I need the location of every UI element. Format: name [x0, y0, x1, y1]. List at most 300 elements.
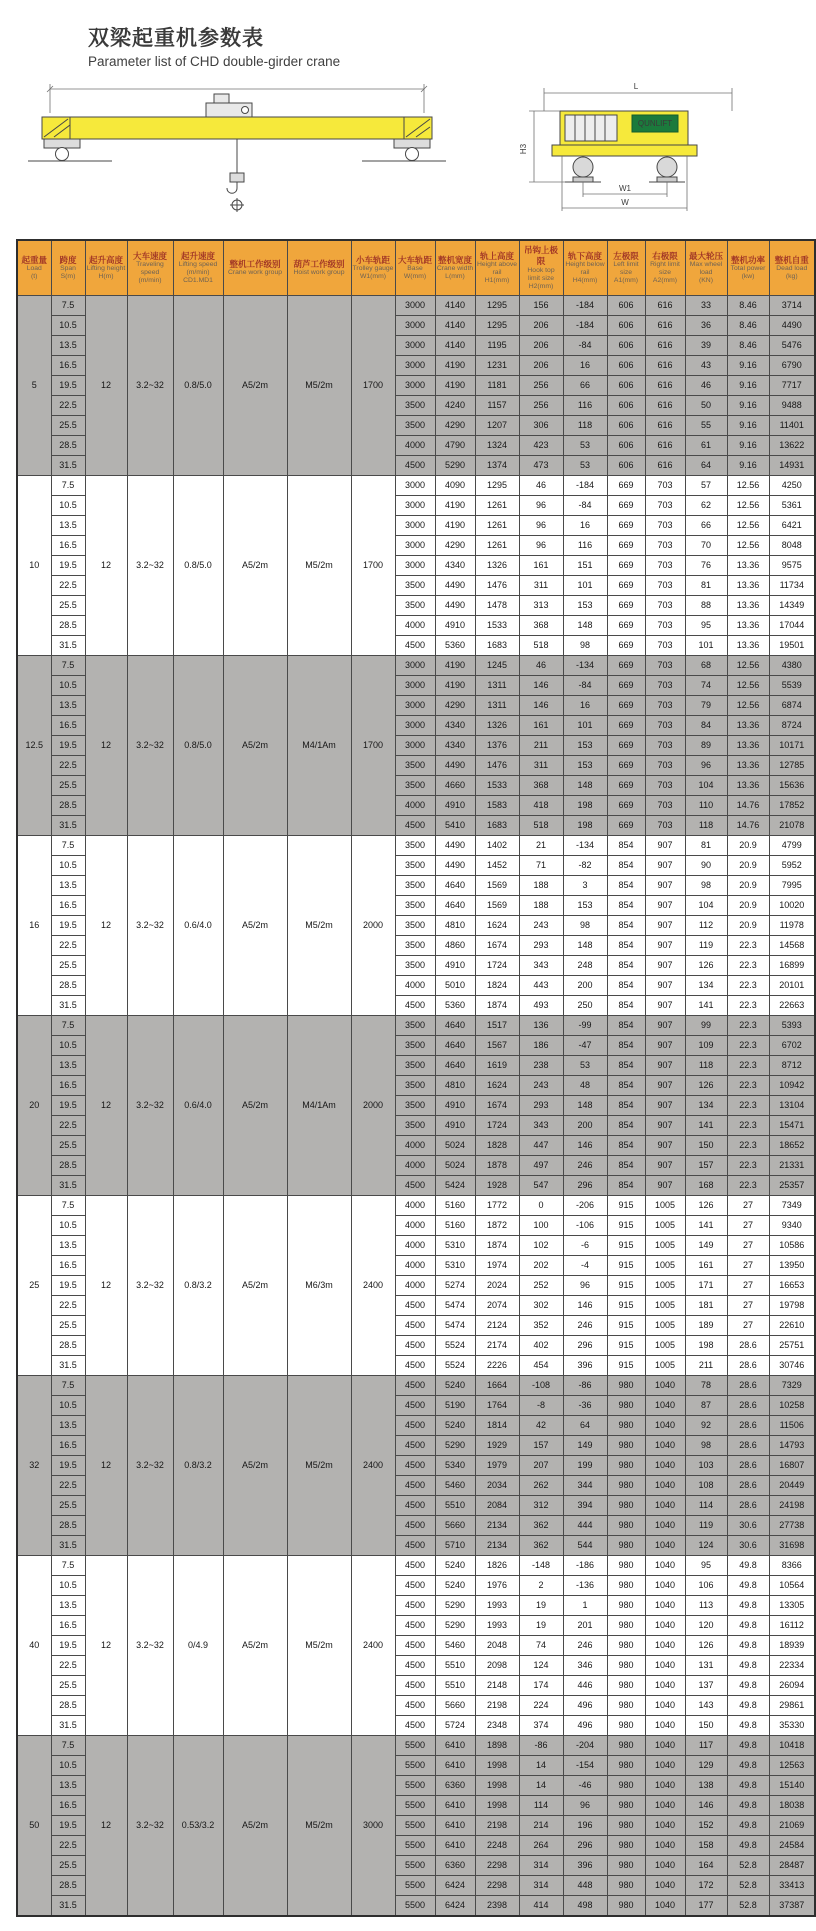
cell-traveling-speed: 3.2~32 [127, 1556, 173, 1736]
dim-label-w1: W1 [619, 184, 631, 193]
cell-span: 10.5 [51, 1036, 85, 1056]
cell-load: 5 [17, 296, 51, 476]
cell-dead-load: 29861 [769, 1696, 815, 1716]
cell-total-power: 28.6 [727, 1456, 769, 1476]
cell-max-wheel-load: 99 [685, 1016, 727, 1036]
cell-height-below-rail: 394 [563, 1496, 607, 1516]
cell-max-wheel-load: 134 [685, 1096, 727, 1116]
cell-dead-load: 10564 [769, 1576, 815, 1596]
cell-crane-width: 4790 [435, 436, 475, 456]
cell-height-above-rail: 1245 [475, 656, 519, 676]
cell-total-power: 28.6 [727, 1396, 769, 1416]
cell-left-limit: 980 [607, 1416, 645, 1436]
cell-height-below-rail: 53 [563, 1056, 607, 1076]
cell-span: 31.5 [51, 456, 85, 476]
cell-hook-top-limit: 362 [519, 1516, 563, 1536]
cell-left-limit: 854 [607, 916, 645, 936]
cell-total-power: 13.36 [727, 556, 769, 576]
cell-height-above-rail: 1976 [475, 1576, 519, 1596]
cell-total-power: 30.6 [727, 1536, 769, 1556]
cell-height-below-rail: 296 [563, 1176, 607, 1196]
cell-trolley-gauge: 2400 [351, 1376, 395, 1556]
cell-base: 4500 [395, 1316, 435, 1336]
cell-right-limit: 1040 [645, 1456, 685, 1476]
cell-hook-top-limit: 46 [519, 656, 563, 676]
cell-dead-load: 24198 [769, 1496, 815, 1516]
cell-right-limit: 1040 [645, 1876, 685, 1896]
row-load-5-span-7.5 [17, 296, 815, 316]
cell-height-above-rail: 1764 [475, 1396, 519, 1416]
cell-span: 25.5 [51, 1856, 85, 1876]
cell-dead-load: 11734 [769, 576, 815, 596]
cell-left-limit: 980 [607, 1876, 645, 1896]
cell-base: 3500 [395, 1076, 435, 1096]
cell-left-limit: 980 [607, 1856, 645, 1876]
cell-right-limit: 1040 [645, 1676, 685, 1696]
wheel-icon [573, 157, 593, 177]
cell-height-above-rail: 2198 [475, 1816, 519, 1836]
cell-base: 5500 [395, 1816, 435, 1836]
cell-crane-width: 5474 [435, 1316, 475, 1336]
cell-max-wheel-load: 172 [685, 1876, 727, 1896]
cell-height-above-rail: 1624 [475, 916, 519, 936]
cell-right-limit: 1005 [645, 1216, 685, 1236]
cell-left-limit: 606 [607, 296, 645, 316]
cell-height-above-rail: 1533 [475, 616, 519, 636]
cell-max-wheel-load: 39 [685, 336, 727, 356]
cell-crane-width: 4910 [435, 1096, 475, 1116]
cell-hook-top-limit: 243 [519, 1076, 563, 1096]
cell-left-limit: 854 [607, 936, 645, 956]
cell-crane-width: 4810 [435, 916, 475, 936]
cell-base: 4000 [395, 1216, 435, 1236]
cell-hook-top-limit: 443 [519, 976, 563, 996]
cell-height-below-rail: -99 [563, 1016, 607, 1036]
row-load-32-span-7.5 [17, 1376, 815, 1396]
cell-height-above-rail: 1993 [475, 1616, 519, 1636]
cell-height-below-rail: 498 [563, 1896, 607, 1917]
cell-base: 4000 [395, 976, 435, 996]
cell-span: 10.5 [51, 1396, 85, 1416]
cell-hook-top-limit: 96 [519, 516, 563, 536]
cell-right-limit: 1040 [645, 1856, 685, 1876]
cell-height-above-rail: 1724 [475, 1116, 519, 1136]
hoist-unit [560, 111, 688, 145]
table-body [17, 296, 815, 1917]
cell-span: 16.5 [51, 716, 85, 736]
cell-height-below-rail: 66 [563, 376, 607, 396]
cell-load: 25 [17, 1196, 51, 1376]
cell-height-above-rail: 1157 [475, 396, 519, 416]
cell-hook-top-limit: 214 [519, 1816, 563, 1836]
cell-max-wheel-load: 66 [685, 516, 727, 536]
cell-max-wheel-load: 138 [685, 1776, 727, 1796]
cell-total-power: 22.3 [727, 1036, 769, 1056]
cell-span: 28.5 [51, 976, 85, 996]
cell-height-below-rail: 198 [563, 796, 607, 816]
cell-crane-width: 4190 [435, 356, 475, 376]
cell-height-below-rail: 346 [563, 1656, 607, 1676]
cell-crane-width: 5274 [435, 1276, 475, 1296]
cell-height-below-rail: 16 [563, 696, 607, 716]
cell-traveling-speed: 3.2~32 [127, 1736, 173, 1917]
cell-left-limit: 669 [607, 776, 645, 796]
cell-right-limit: 1005 [645, 1336, 685, 1356]
cell-lifting-speed: 0.8/3.2 [173, 1376, 223, 1556]
cell-dead-load: 11506 [769, 1416, 815, 1436]
cell-base: 3000 [395, 536, 435, 556]
cell-span: 25.5 [51, 1496, 85, 1516]
cell-dead-load: 25357 [769, 1176, 815, 1196]
cell-total-power: 9.16 [727, 436, 769, 456]
row-load-50-span-7.5 [17, 1736, 815, 1756]
cell-hoist-work-group: M4/1Am [287, 656, 351, 836]
cell-right-limit: 1005 [645, 1276, 685, 1296]
cell-right-limit: 1040 [645, 1616, 685, 1636]
cell-crane-width: 4240 [435, 396, 475, 416]
cell-dead-load: 4250 [769, 476, 815, 496]
row-load-25-span-7.5 [17, 1196, 815, 1216]
cell-height-above-rail: 2398 [475, 1896, 519, 1917]
cell-left-limit: 915 [607, 1236, 645, 1256]
cell-total-power: 28.6 [727, 1416, 769, 1436]
cell-total-power: 52.8 [727, 1896, 769, 1917]
cell-height-below-rail: 396 [563, 1856, 607, 1876]
cell-hook-top-limit: 224 [519, 1696, 563, 1716]
cell-max-wheel-load: 126 [685, 1076, 727, 1096]
cell-max-wheel-load: 43 [685, 356, 727, 376]
cell-height-below-rail: 246 [563, 1156, 607, 1176]
cell-hook-top-limit: 14 [519, 1776, 563, 1796]
cell-left-limit: 669 [607, 736, 645, 756]
cell-dead-load: 13950 [769, 1256, 815, 1276]
cell-crane-width: 4190 [435, 656, 475, 676]
column-header-traveling-speed: 大车速度 Traveling speed (m/min) [127, 240, 173, 296]
cell-span: 13.5 [51, 1776, 85, 1796]
cell-crane-width: 4490 [435, 856, 475, 876]
cell-base: 4500 [395, 1696, 435, 1716]
cell-hook-top-limit: 418 [519, 796, 563, 816]
cell-dead-load: 12563 [769, 1756, 815, 1776]
cell-hoist-work-group: M5/2m [287, 296, 351, 476]
cell-height-below-rail: 496 [563, 1716, 607, 1736]
cell-base: 3000 [395, 556, 435, 576]
cell-right-limit: 1040 [645, 1816, 685, 1836]
cell-span: 28.5 [51, 616, 85, 636]
cell-dead-load: 11978 [769, 916, 815, 936]
cell-height-above-rail: 1683 [475, 636, 519, 656]
cell-height-above-rail: 2084 [475, 1496, 519, 1516]
column-header-total-power: 整机功率 Total power (kw) [727, 240, 769, 296]
cell-height-above-rail: 1231 [475, 356, 519, 376]
cell-crane-width: 5460 [435, 1476, 475, 1496]
cell-span: 7.5 [51, 1016, 85, 1036]
cell-height-above-rail: 1998 [475, 1776, 519, 1796]
cell-span: 25.5 [51, 416, 85, 436]
cell-span: 31.5 [51, 816, 85, 836]
cell-lifting-speed: 0.6/4.0 [173, 1016, 223, 1196]
cell-lifting-height: 12 [85, 836, 127, 1016]
cell-left-limit: 980 [607, 1796, 645, 1816]
cell-height-below-rail: 98 [563, 916, 607, 936]
cell-right-limit: 1040 [645, 1656, 685, 1676]
cell-crane-width: 5160 [435, 1216, 475, 1236]
cell-right-limit: 1040 [645, 1636, 685, 1656]
cell-height-below-rail: 296 [563, 1836, 607, 1856]
cell-left-limit: 854 [607, 896, 645, 916]
cell-left-limit: 980 [607, 1756, 645, 1776]
cell-span: 10.5 [51, 1216, 85, 1236]
cell-span: 31.5 [51, 1356, 85, 1376]
cell-height-above-rail: 2098 [475, 1656, 519, 1676]
cell-max-wheel-load: 171 [685, 1276, 727, 1296]
cell-height-below-rail: 196 [563, 1816, 607, 1836]
cell-crane-width: 4140 [435, 336, 475, 356]
crane-front-view-drawing [20, 79, 460, 221]
cell-load: 20 [17, 1016, 51, 1196]
cell-lifting-height: 12 [85, 1016, 127, 1196]
cell-base: 5500 [395, 1776, 435, 1796]
cell-dead-load: 14931 [769, 456, 815, 476]
cell-crane-width: 5290 [435, 1616, 475, 1636]
cell-right-limit: 616 [645, 396, 685, 416]
cell-total-power: 49.8 [727, 1776, 769, 1796]
cell-right-limit: 1040 [645, 1596, 685, 1616]
cell-height-below-rail: 250 [563, 996, 607, 1016]
cell-total-power: 28.6 [727, 1376, 769, 1396]
cell-left-limit: 669 [607, 496, 645, 516]
cell-total-power: 22.3 [727, 976, 769, 996]
cell-dead-load: 21069 [769, 1816, 815, 1836]
cell-lifting-height: 12 [85, 656, 127, 836]
cell-max-wheel-load: 120 [685, 1616, 727, 1636]
cell-base: 3000 [395, 336, 435, 356]
cell-dead-load: 22663 [769, 996, 815, 1016]
cell-dead-load: 16112 [769, 1616, 815, 1636]
cell-load: 10 [17, 476, 51, 656]
cell-span: 13.5 [51, 1056, 85, 1076]
cell-left-limit: 915 [607, 1216, 645, 1236]
cell-base: 3500 [395, 836, 435, 856]
cell-right-limit: 1005 [645, 1296, 685, 1316]
cell-base: 3500 [395, 896, 435, 916]
column-header-base: 大车轨距 Base W(mm) [395, 240, 435, 296]
cell-crane-width: 6360 [435, 1856, 475, 1876]
cell-span: 16.5 [51, 356, 85, 376]
cell-crane-width: 4340 [435, 556, 475, 576]
cell-crane-width: 5240 [435, 1576, 475, 1596]
cell-max-wheel-load: 50 [685, 396, 727, 416]
cell-height-below-rail: 148 [563, 616, 607, 636]
cell-span: 7.5 [51, 476, 85, 496]
cell-crane-width: 5474 [435, 1296, 475, 1316]
cell-height-below-rail: 148 [563, 776, 607, 796]
cell-span: 22.5 [51, 1296, 85, 1316]
cell-span: 22.5 [51, 1116, 85, 1136]
cell-left-limit: 980 [607, 1676, 645, 1696]
cell-base: 4500 [395, 1496, 435, 1516]
cell-hoist-work-group: M5/2m [287, 1556, 351, 1736]
cell-right-limit: 703 [645, 536, 685, 556]
cell-crane-work-group: A5/2m [223, 1376, 287, 1556]
cell-left-limit: 980 [607, 1656, 645, 1676]
cell-hook-top-limit: 71 [519, 856, 563, 876]
cell-total-power: 22.3 [727, 956, 769, 976]
cell-left-limit: 980 [607, 1736, 645, 1756]
cell-dead-load: 5539 [769, 676, 815, 696]
cell-span: 19.5 [51, 1636, 85, 1656]
cell-crane-work-group: A5/2m [223, 836, 287, 1016]
cell-base: 4500 [395, 1636, 435, 1656]
cell-total-power: 12.56 [727, 496, 769, 516]
cell-height-above-rail: 2174 [475, 1336, 519, 1356]
cell-span: 31.5 [51, 636, 85, 656]
cell-max-wheel-load: 164 [685, 1856, 727, 1876]
cell-height-below-rail: 201 [563, 1616, 607, 1636]
cell-span: 22.5 [51, 396, 85, 416]
cell-height-above-rail: 2198 [475, 1696, 519, 1716]
cell-max-wheel-load: 61 [685, 436, 727, 456]
cell-height-above-rail: 1664 [475, 1376, 519, 1396]
cell-base: 4000 [395, 1256, 435, 1276]
cell-span: 16.5 [51, 1436, 85, 1456]
cell-height-above-rail: 1674 [475, 1096, 519, 1116]
cell-height-below-rail: 101 [563, 576, 607, 596]
cell-total-power: 14.76 [727, 796, 769, 816]
cell-height-below-rail: -184 [563, 476, 607, 496]
cell-lifting-speed: 0.8/3.2 [173, 1196, 223, 1376]
cell-height-above-rail: 1683 [475, 816, 519, 836]
cell-max-wheel-load: 181 [685, 1296, 727, 1316]
cell-left-limit: 606 [607, 316, 645, 336]
cell-hook-top-limit: 211 [519, 736, 563, 756]
cell-span: 25.5 [51, 1316, 85, 1336]
cell-hook-top-limit: 21 [519, 836, 563, 856]
cell-max-wheel-load: 134 [685, 976, 727, 996]
cell-base: 3000 [395, 316, 435, 336]
cell-height-above-rail: 2134 [475, 1516, 519, 1536]
cell-crane-width: 4340 [435, 736, 475, 756]
cell-span: 7.5 [51, 1556, 85, 1576]
cell-left-limit: 980 [607, 1836, 645, 1856]
cell-total-power: 22.3 [727, 996, 769, 1016]
cell-right-limit: 703 [645, 796, 685, 816]
cell-max-wheel-load: 113 [685, 1596, 727, 1616]
cell-base: 4500 [395, 1516, 435, 1536]
cell-right-limit: 907 [645, 896, 685, 916]
cell-crane-width: 4290 [435, 416, 475, 436]
cell-base: 4000 [395, 1276, 435, 1296]
cell-crane-width: 5510 [435, 1656, 475, 1676]
cell-crane-width: 5660 [435, 1696, 475, 1716]
cell-hook-top-limit: 343 [519, 956, 563, 976]
cell-crane-width: 4640 [435, 1036, 475, 1056]
crane-parameter-table [16, 239, 816, 1917]
cell-base: 4500 [395, 1576, 435, 1596]
cell-total-power: 22.3 [727, 1176, 769, 1196]
cell-span: 25.5 [51, 956, 85, 976]
cell-hook-top-limit: 243 [519, 916, 563, 936]
cell-crane-width: 5524 [435, 1336, 475, 1356]
cell-base: 3500 [395, 396, 435, 416]
cell-base: 3500 [395, 936, 435, 956]
cell-total-power: 49.8 [727, 1636, 769, 1656]
cell-left-limit: 915 [607, 1356, 645, 1376]
cell-hook-top-limit: 14 [519, 1756, 563, 1776]
cell-height-below-rail: -206 [563, 1196, 607, 1216]
cell-height-below-rail: 444 [563, 1516, 607, 1536]
cell-base: 5500 [395, 1836, 435, 1856]
cell-total-power: 28.6 [727, 1356, 769, 1376]
cell-dead-load: 16899 [769, 956, 815, 976]
cell-hook-top-limit: 497 [519, 1156, 563, 1176]
cell-max-wheel-load: 33 [685, 296, 727, 316]
cell-dead-load: 14568 [769, 936, 815, 956]
cell-crane-width: 5024 [435, 1136, 475, 1156]
cell-total-power: 9.16 [727, 396, 769, 416]
main-girder [42, 117, 432, 139]
cell-span: 31.5 [51, 996, 85, 1016]
cell-right-limit: 907 [645, 1136, 685, 1156]
dim-label-l: L [633, 82, 639, 91]
hook-icon [227, 139, 244, 193]
cell-left-limit: 854 [607, 976, 645, 996]
cell-left-limit: 980 [607, 1516, 645, 1536]
cell-height-below-rail: 446 [563, 1676, 607, 1696]
cell-right-limit: 907 [645, 1156, 685, 1176]
cell-lifting-speed: 0.6/4.0 [173, 836, 223, 1016]
cell-crane-width: 4090 [435, 476, 475, 496]
cell-span: 7.5 [51, 1736, 85, 1756]
cell-traveling-speed: 3.2~32 [127, 656, 173, 836]
cell-span: 25.5 [51, 776, 85, 796]
cell-total-power: 22.3 [727, 1136, 769, 1156]
cell-hook-top-limit: 188 [519, 896, 563, 916]
cell-right-limit: 703 [645, 616, 685, 636]
cell-height-below-rail: 248 [563, 956, 607, 976]
cell-height-below-rail: 96 [563, 1796, 607, 1816]
cell-total-power: 52.8 [727, 1856, 769, 1876]
cell-crane-width: 4910 [435, 796, 475, 816]
cell-hook-top-limit: 423 [519, 436, 563, 456]
cell-height-above-rail: 1583 [475, 796, 519, 816]
column-header-load: 起重量 Load (t) [17, 240, 51, 296]
cell-base: 3500 [395, 1056, 435, 1076]
cell-height-below-rail: -46 [563, 1776, 607, 1796]
cell-span: 28.5 [51, 1876, 85, 1896]
cell-left-limit: 854 [607, 1176, 645, 1196]
cell-max-wheel-load: 76 [685, 556, 727, 576]
cell-total-power: 27 [727, 1256, 769, 1276]
cell-left-limit: 606 [607, 336, 645, 356]
cell-base: 5500 [395, 1896, 435, 1917]
cell-total-power: 27 [727, 1296, 769, 1316]
cell-right-limit: 1040 [645, 1516, 685, 1536]
cell-hook-top-limit: 302 [519, 1296, 563, 1316]
cell-total-power: 22.3 [727, 1116, 769, 1136]
cell-total-power: 49.8 [727, 1616, 769, 1636]
cell-right-limit: 616 [645, 456, 685, 476]
cell-crane-width: 4660 [435, 776, 475, 796]
cell-hook-top-limit: 161 [519, 716, 563, 736]
cell-right-limit: 907 [645, 876, 685, 896]
trolley [206, 94, 252, 117]
cell-total-power: 9.16 [727, 416, 769, 436]
cell-total-power: 13.36 [727, 576, 769, 596]
cell-dead-load: 27738 [769, 1516, 815, 1536]
cell-total-power: 13.36 [727, 636, 769, 656]
cell-traveling-speed: 3.2~32 [127, 836, 173, 1016]
